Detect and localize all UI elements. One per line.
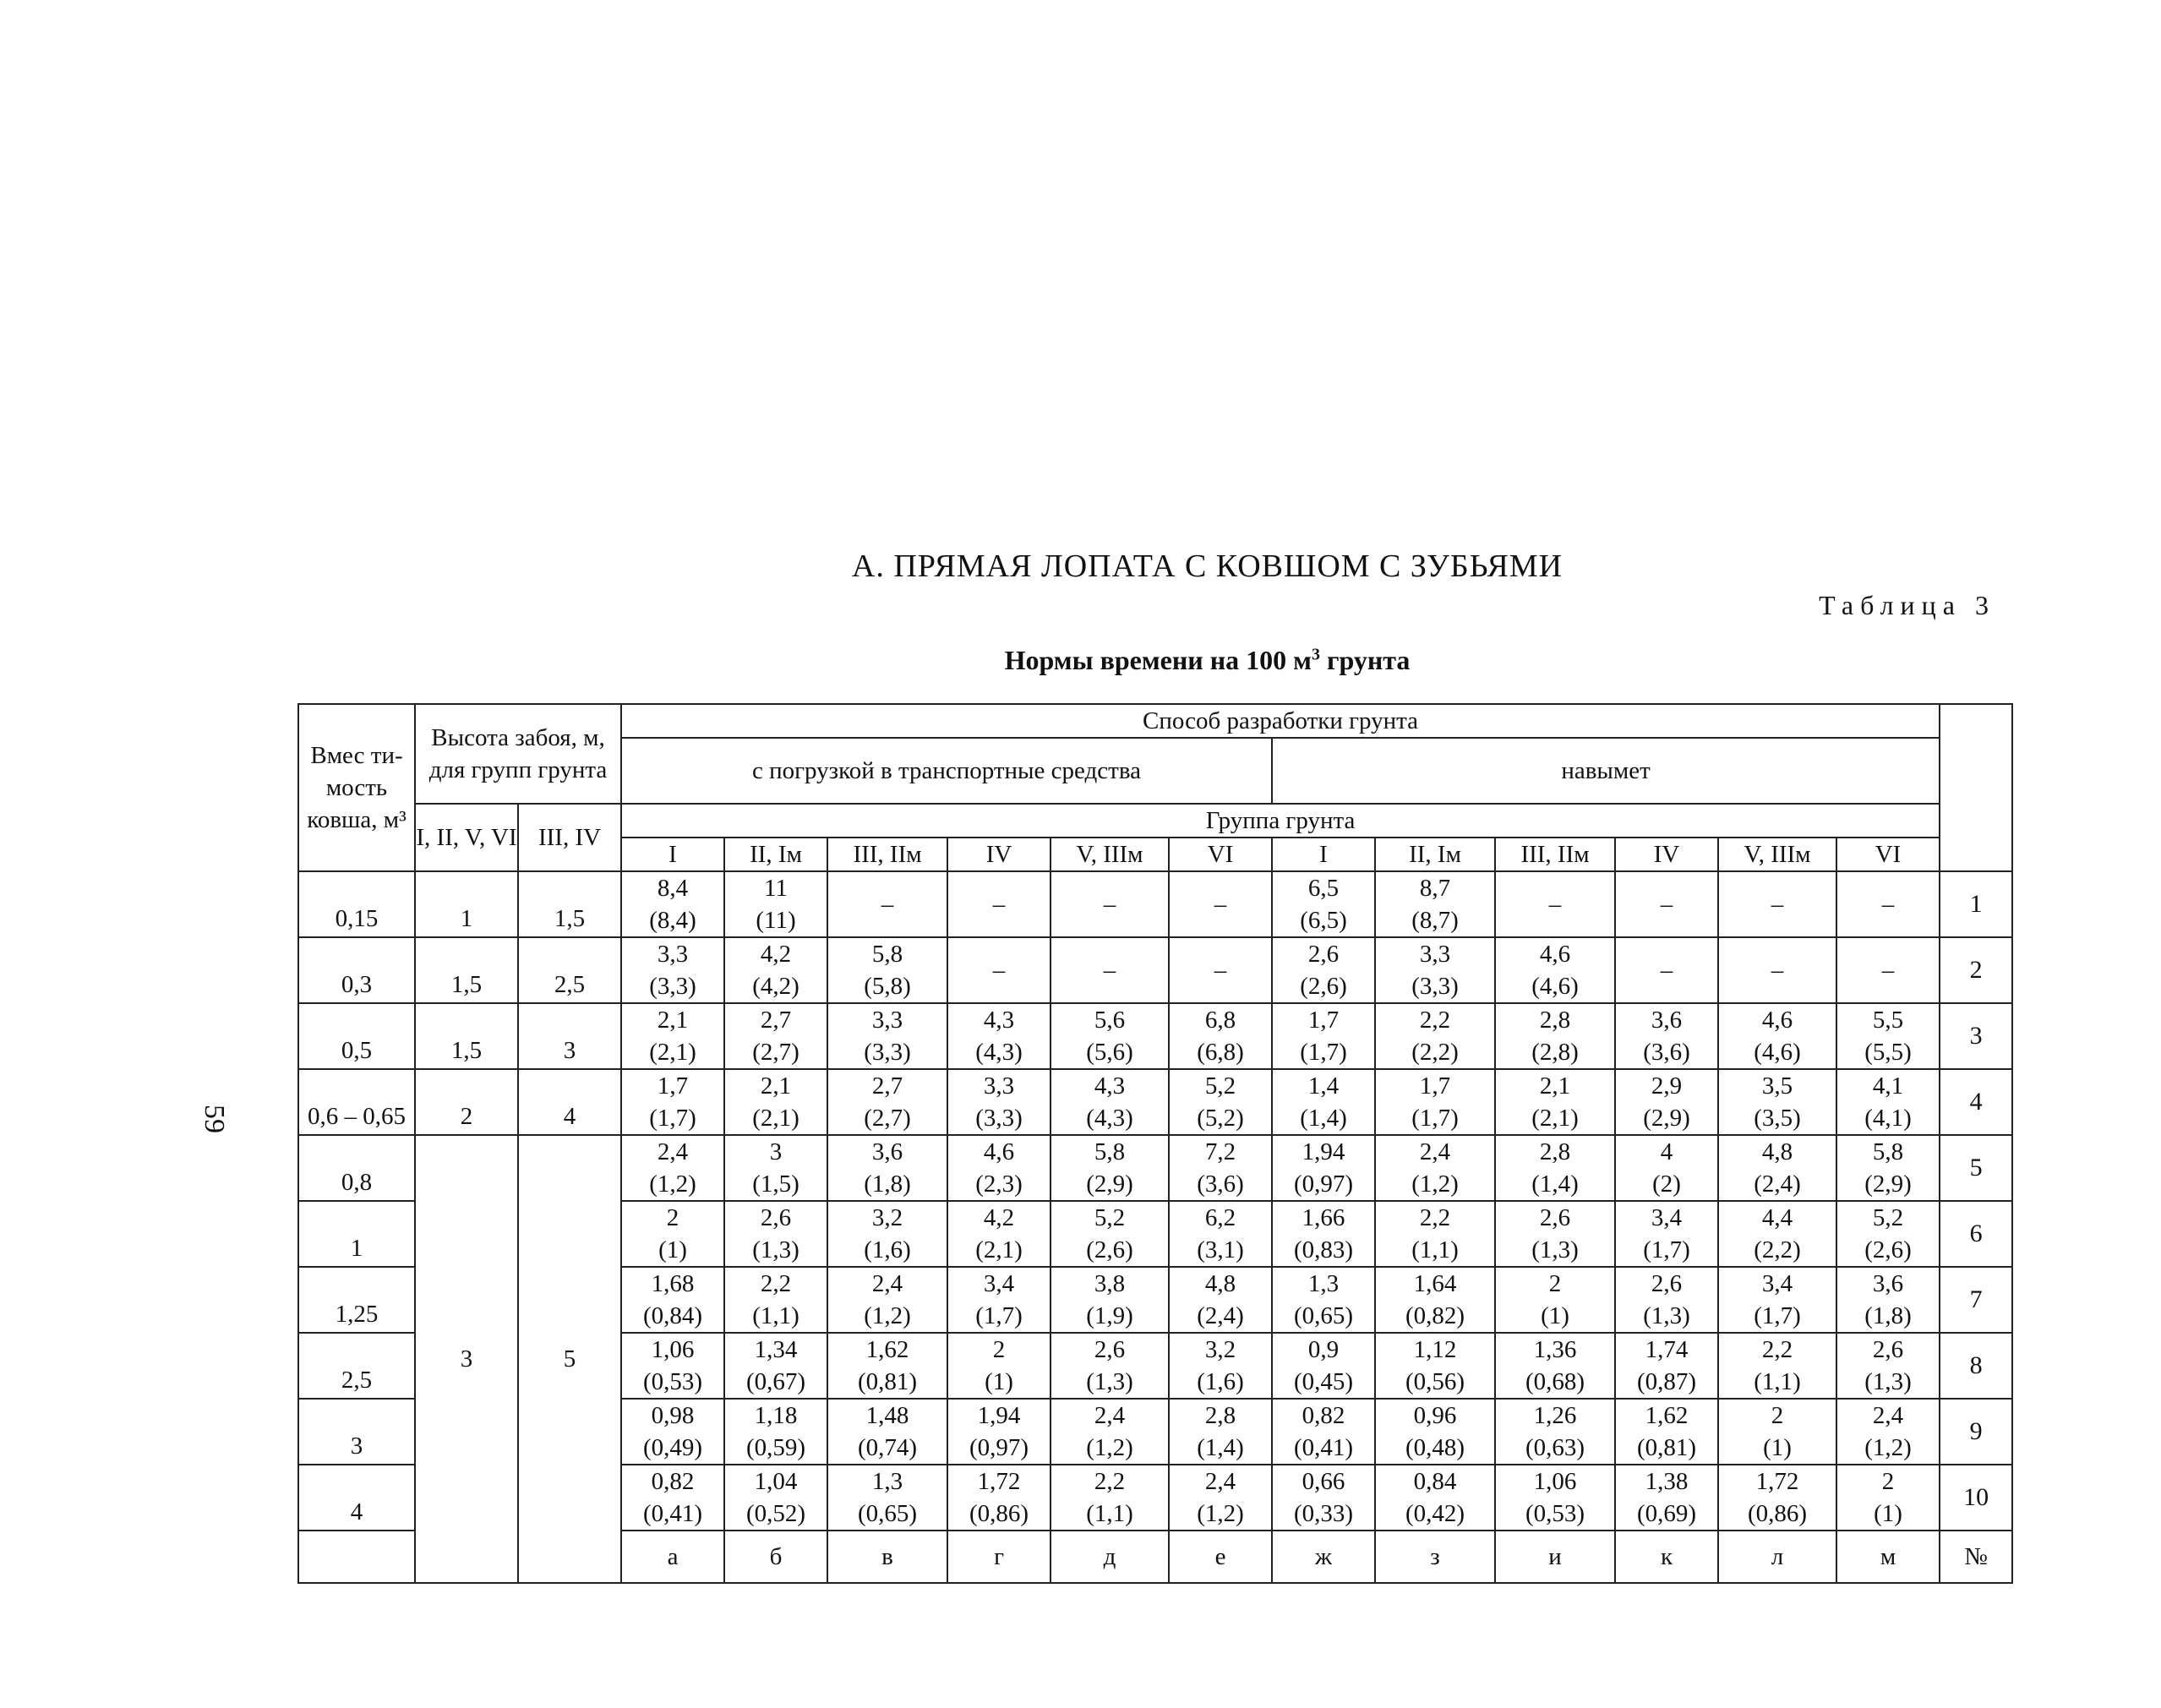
norm-cell: 3 (1,5) — [724, 1135, 827, 1201]
norm-cell: 2,4 (1,2) — [621, 1135, 724, 1201]
header-group-0: I — [621, 838, 724, 871]
norm-cell: 0,82 (0,41) — [1272, 1399, 1375, 1465]
norm-cell: 8,4 (8,4) — [621, 871, 724, 937]
norm-cell: – — [827, 871, 947, 937]
norm-cell: 1,26 (0,63) — [1495, 1399, 1615, 1465]
norm-cell: 2,4 (1,2) — [1050, 1399, 1169, 1465]
norm-cell: 4,2 (4,2) — [724, 937, 827, 1003]
norm-cell: 0,84 (0,42) — [1375, 1465, 1495, 1531]
norm-cell: 2,6 (1,3) — [1495, 1201, 1615, 1267]
table-label: Таблица 3 — [1819, 590, 1995, 620]
norm-cell: 2,9 (2,9) — [1615, 1069, 1718, 1135]
norm-cell: 3,3 (3,3) — [1375, 937, 1495, 1003]
norm-cell: 4,6 (2,3) — [947, 1135, 1050, 1201]
capacity-cell: 0,15 — [298, 871, 415, 937]
norm-cell: 3,2 (1,6) — [1169, 1333, 1272, 1399]
capacity-cell: 0,5 — [298, 1003, 415, 1069]
norm-cell: 0,96 (0,48) — [1375, 1399, 1495, 1465]
norm-cell: 2,6 (2,6) — [1272, 937, 1375, 1003]
norm-cell: 1,34 (0,67) — [724, 1333, 827, 1399]
height-cell: 4 — [518, 1069, 621, 1135]
norm-cell: 2,6 (1,3) — [1836, 1333, 1940, 1399]
table-row — [298, 937, 2012, 1003]
norm-cell: 1,7 (1,7) — [621, 1069, 724, 1135]
row-number: 5 — [1940, 1135, 2012, 1201]
header-height-group-1: I, II, V, VI — [415, 804, 518, 871]
header-height-group-2: III, IV — [518, 804, 621, 871]
norms-table — [297, 703, 2013, 1584]
norm-cell: – — [1495, 871, 1615, 937]
norm-cell: 1,06 (0,53) — [621, 1333, 724, 1399]
norm-cell: 3,3 (3,3) — [827, 1003, 947, 1069]
norm-cell: 2 (1) — [1495, 1267, 1615, 1333]
header-group-6: I — [1272, 838, 1375, 871]
norm-cell: – — [1050, 937, 1169, 1003]
table-row — [298, 1003, 2012, 1069]
norm-cell: 2,1 (2,1) — [621, 1003, 724, 1069]
norm-cell: 2,2 (1,1) — [1718, 1333, 1836, 1399]
row-number: 3 — [1940, 1003, 2012, 1069]
column-letter: м — [1836, 1531, 1940, 1583]
column-letter: д — [1050, 1531, 1169, 1583]
norm-cell: 0,98 (0,49) — [621, 1399, 724, 1465]
page-number: 59 — [199, 1105, 230, 1133]
row-number: 1 — [1940, 871, 2012, 937]
norm-cell: 6,2 (3,1) — [1169, 1201, 1272, 1267]
header-with-loading: с погрузкой в транспортные средства — [621, 738, 1272, 804]
capacity-cell: 3 — [298, 1399, 415, 1465]
norm-cell: – — [947, 871, 1050, 937]
norm-cell: – — [1836, 871, 1940, 937]
norm-cell: 1,36 (0,68) — [1495, 1333, 1615, 1399]
norm-cell: 5,5 (5,5) — [1836, 1003, 1940, 1069]
norm-cell: 1,62 (0,81) — [1615, 1399, 1718, 1465]
norm-cell: 3,4 (1,7) — [1718, 1267, 1836, 1333]
norm-cell: 2 (1) — [1836, 1465, 1940, 1531]
header-method: Способ разработки грунта — [621, 704, 1940, 738]
column-letter: в — [827, 1531, 947, 1583]
norm-cell: 1,7 (1,7) — [1272, 1003, 1375, 1069]
norm-cell: – — [1615, 937, 1718, 1003]
header-group-3: IV — [947, 838, 1050, 871]
norm-cell: 1,3 (0,65) — [827, 1465, 947, 1531]
norm-cell: – — [1615, 871, 1718, 937]
height-cell: 1 — [415, 871, 518, 937]
row-number: 9 — [1940, 1399, 2012, 1465]
norm-cell: 5,2 (2,6) — [1836, 1201, 1940, 1267]
header-to-dump: навымет — [1272, 738, 1940, 804]
norm-cell: 2,4 (1,2) — [1169, 1465, 1272, 1531]
number-label: № — [1940, 1531, 2012, 1583]
capacity-cell: 0,8 — [298, 1135, 415, 1201]
column-letter: з — [1375, 1531, 1495, 1583]
section-title: А. ПРЯМАЯ ЛОПАТА С КОВШОМ С ЗУБЬЯМИ — [851, 548, 1563, 584]
norm-cell: 1,72 (0,86) — [1718, 1465, 1836, 1531]
norm-cell: 2,8 (1,4) — [1169, 1399, 1272, 1465]
height-cell: 3 — [518, 1003, 621, 1069]
norm-cell: – — [1836, 937, 1940, 1003]
norm-cell: 2 (1) — [621, 1201, 724, 1267]
column-letter: ж — [1272, 1531, 1375, 1583]
norm-cell: 7,2 (3,6) — [1169, 1135, 1272, 1201]
row-number: 2 — [1940, 937, 2012, 1003]
norm-cell: 4,6 (4,6) — [1495, 937, 1615, 1003]
norm-cell: 3,5 (3,5) — [1718, 1069, 1836, 1135]
norm-cell: 2,2 (1,1) — [1050, 1465, 1169, 1531]
norm-cell: 1,94 (0,97) — [1272, 1135, 1375, 1201]
norm-cell: 5,2 (2,6) — [1050, 1201, 1169, 1267]
height-cell: 1,5 — [518, 871, 621, 937]
capacity-cell: 0,6 – 0,65 — [298, 1069, 415, 1135]
norm-cell: 0,66 (0,33) — [1272, 1465, 1375, 1531]
norm-cell: 1,72 (0,86) — [947, 1465, 1050, 1531]
row-number: 6 — [1940, 1201, 2012, 1267]
column-letter: и — [1495, 1531, 1615, 1583]
row-number: 8 — [1940, 1333, 2012, 1399]
norm-cell: 4,1 (4,1) — [1836, 1069, 1940, 1135]
capacity-cell: 4 — [298, 1465, 415, 1531]
norm-cell: 4,2 (2,1) — [947, 1201, 1050, 1267]
header-group-9: IV — [1615, 838, 1718, 871]
norm-cell: 1,68 (0,84) — [621, 1267, 724, 1333]
table-row — [298, 1069, 2012, 1135]
header-group-11: VI — [1836, 838, 1940, 871]
norm-cell: – — [947, 937, 1050, 1003]
norm-cell: 0,9 (0,45) — [1272, 1333, 1375, 1399]
header-group-10: V, IIIм — [1718, 838, 1836, 871]
norm-cell: 3,4 (1,7) — [1615, 1201, 1718, 1267]
column-letter: а — [621, 1531, 724, 1583]
norm-cell: 4 (2) — [1615, 1135, 1718, 1201]
norm-cell: 2,6 (1,3) — [1050, 1333, 1169, 1399]
norm-cell: 3,6 (1,8) — [1836, 1267, 1940, 1333]
norm-cell: 6,5 (6,5) — [1272, 871, 1375, 937]
height-cell: 2 — [415, 1069, 518, 1135]
norm-cell: 1,12 (0,56) — [1375, 1333, 1495, 1399]
norm-cell: 2,2 (1,1) — [1375, 1201, 1495, 1267]
height-cell: 2,5 — [518, 937, 621, 1003]
table-row — [298, 871, 2012, 937]
norm-cell: 4,6 (4,6) — [1718, 1003, 1836, 1069]
norm-cell: 2,2 (1,1) — [724, 1267, 827, 1333]
norm-cell: 5,8 (5,8) — [827, 937, 947, 1003]
norm-cell: – — [1718, 871, 1836, 937]
capacity-cell: 0,3 — [298, 937, 415, 1003]
header-height: Высота забоя, м, для групп грунта — [415, 704, 621, 804]
norm-cell: 2 (1) — [947, 1333, 1050, 1399]
norm-cell: 2,6 (1,3) — [724, 1201, 827, 1267]
norm-cell: 1,62 (0,81) — [827, 1333, 947, 1399]
table-row — [298, 1135, 2012, 1201]
norm-cell: 2,8 (2,8) — [1495, 1003, 1615, 1069]
norm-cell: 5,8 (2,9) — [1050, 1135, 1169, 1201]
norm-cell: 3,3 (3,3) — [947, 1069, 1050, 1135]
header-group-8: III, IIм — [1495, 838, 1615, 871]
column-letter: е — [1169, 1531, 1272, 1583]
norm-cell: 2,4 (1,2) — [827, 1267, 947, 1333]
norm-cell: 1,7 (1,7) — [1375, 1069, 1495, 1135]
capacity-cell: 1,25 — [298, 1267, 415, 1333]
norm-cell: 1,94 (0,97) — [947, 1399, 1050, 1465]
norm-cell: 1,64 (0,82) — [1375, 1267, 1495, 1333]
norm-cell: 1,06 (0,53) — [1495, 1465, 1615, 1531]
norm-cell: 1,38 (0,69) — [1615, 1465, 1718, 1531]
norm-cell: 2,1 (2,1) — [1495, 1069, 1615, 1135]
norm-cell: 8,7 (8,7) — [1375, 871, 1495, 937]
header-capacity: Вмес ти- мость ковша, м³ — [298, 704, 415, 871]
norm-cell: 2,6 (1,3) — [1615, 1267, 1718, 1333]
header-group-1: II, Iм — [724, 838, 827, 871]
norm-cell: 4,3 (4,3) — [947, 1003, 1050, 1069]
norm-cell: 2,7 (2,7) — [724, 1003, 827, 1069]
height-merged-cell: 5 — [518, 1135, 621, 1583]
norm-cell: 6,8 (6,8) — [1169, 1003, 1272, 1069]
height-cell: 1,5 — [415, 1003, 518, 1069]
norm-cell: – — [1169, 871, 1272, 937]
capacity-cell: 1 — [298, 1201, 415, 1267]
norm-cell: 3,3 (3,3) — [621, 937, 724, 1003]
norm-cell: 2,7 (2,7) — [827, 1069, 947, 1135]
norm-cell: 3,4 (1,7) — [947, 1267, 1050, 1333]
header-blank — [1940, 704, 2012, 871]
norm-cell: 4,3 (4,3) — [1050, 1069, 1169, 1135]
norm-cell: 2,8 (1,4) — [1495, 1135, 1615, 1201]
row-number: 7 — [1940, 1267, 2012, 1333]
footer-blank — [298, 1531, 415, 1583]
norm-cell: 5,6 (5,6) — [1050, 1003, 1169, 1069]
row-number: 4 — [1940, 1069, 2012, 1135]
norm-cell: 11 (11) — [724, 871, 827, 937]
norm-cell: 2,4 (1,2) — [1836, 1399, 1940, 1465]
norm-cell: 5,2 (5,2) — [1169, 1069, 1272, 1135]
norm-cell: 2 (1) — [1718, 1399, 1836, 1465]
column-letter: г — [947, 1531, 1050, 1583]
header-group-2: III, IIм — [827, 838, 947, 871]
row-number: 10 — [1940, 1465, 2012, 1531]
norm-cell: 0,82 (0,41) — [621, 1465, 724, 1531]
table-caption: Нормы времени на 100 $м^3$ грунта — [1004, 645, 1411, 675]
column-letter: л — [1718, 1531, 1836, 1583]
capacity-cell: 2,5 — [298, 1333, 415, 1399]
column-letter: б — [724, 1531, 827, 1583]
norm-cell: 4,4 (2,2) — [1718, 1201, 1836, 1267]
header-group-7: II, Iм — [1375, 838, 1495, 871]
norm-cell: 1,18 (0,59) — [724, 1399, 827, 1465]
norm-cell: 2,2 (2,2) — [1375, 1003, 1495, 1069]
column-letter: к — [1615, 1531, 1718, 1583]
norm-cell: 1,66 (0,83) — [1272, 1201, 1375, 1267]
norm-cell: 3,8 (1,9) — [1050, 1267, 1169, 1333]
norm-cell: 5,8 (2,9) — [1836, 1135, 1940, 1201]
norm-cell: – — [1718, 937, 1836, 1003]
norm-cell: 2,4 (1,2) — [1375, 1135, 1495, 1201]
norm-cell: 3,6 (1,8) — [827, 1135, 947, 1201]
norm-cell: 1,4 (1,4) — [1272, 1069, 1375, 1135]
header-group-4: V, IIIм — [1050, 838, 1169, 871]
norm-cell: – — [1050, 871, 1169, 937]
norm-cell: 2,1 (2,1) — [724, 1069, 827, 1135]
header-soil-group: Группа грунта — [621, 804, 1940, 838]
height-cell: 1,5 — [415, 937, 518, 1003]
norm-cell: 1,74 (0,87) — [1615, 1333, 1718, 1399]
norm-cell: – — [1169, 937, 1272, 1003]
norm-cell: 1,3 (0,65) — [1272, 1267, 1375, 1333]
norm-cell: 3,2 (1,6) — [827, 1201, 947, 1267]
norm-cell: 1,48 (0,74) — [827, 1399, 947, 1465]
norm-cell: 3,6 (3,6) — [1615, 1003, 1718, 1069]
norm-cell: 4,8 (2,4) — [1169, 1267, 1272, 1333]
height-merged-cell: 3 — [415, 1135, 518, 1583]
header-group-5: VI — [1169, 838, 1272, 871]
norm-cell: 1,04 (0,52) — [724, 1465, 827, 1531]
norm-cell: 4,8 (2,4) — [1718, 1135, 1836, 1201]
